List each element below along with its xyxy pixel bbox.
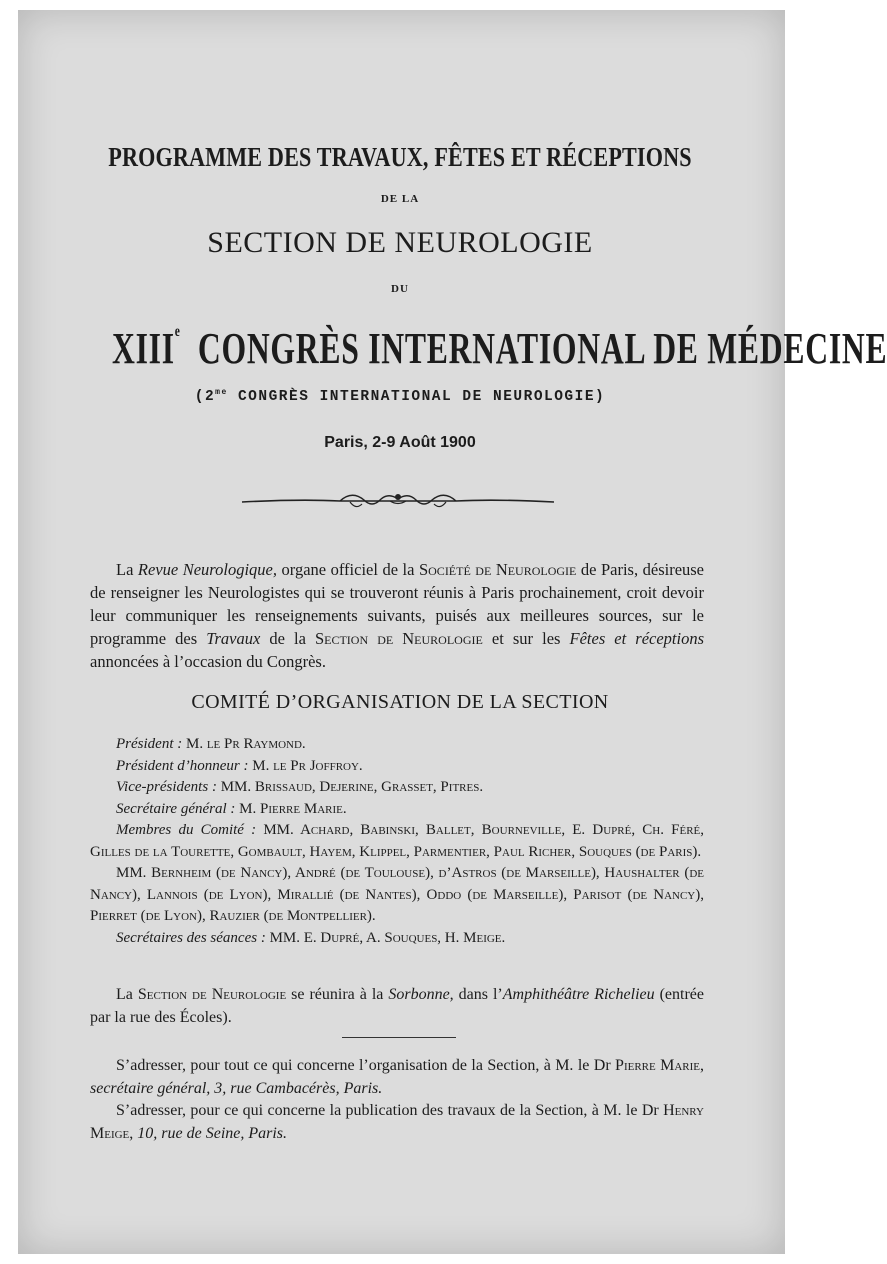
- de-la-label: DE LA: [380, 193, 420, 205]
- subtitle-rest: CONGRÈS INTERNATIONAL DE NEUROLOGIE): [227, 388, 606, 405]
- committee-province-members: MM. Bernheim (de Nancy), André (de Toulouse), d’Astros (de Marseille), Haushalter (de Nancy), Lannois (de Lyon), Mirallié (de Nantes), Oddo (de Marseille), Parisot (de Nancy), Pierret (de Lyon), Rauzier (de Montpellier).: [90, 865, 704, 924]
- committee-secretary: Secrétaire général : M. Pierre Marie.: [116, 800, 347, 817]
- place-date: Paris, 2-9 Août 1900: [324, 434, 476, 451]
- subtitle-sup: me: [215, 388, 228, 397]
- intro-paragraph: La Revue Neurologique, organe officiel de la Société de Neurologie de Paris, désireuse de renseigner les Neurologistes qui se trouveront réunis à Paris prochainement, croit devoir leur communiquer les renseignements suivants, puisés aux meilleures sources, sur le programme des Travaux de la Section de Neurologie et sur les Fêtes et réceptions annoncées à l’occasion du Congrès.: [90, 560, 705, 671]
- contact-block: [90, 1055, 704, 1145]
- contact-organisation: S’adresser, pour tout ce qui concerne l’organisation de la Section, à M. le Dr Pierre Marie, secrétaire général, 3, rue Cambacérès, Paris.: [90, 1057, 705, 1097]
- ornament-divider: [240, 488, 556, 514]
- committee-honorary-president: Président d’honneur : M. le Pr Joffroy.: [116, 757, 363, 774]
- congress-number: XIII: [112, 324, 175, 373]
- congress-name: CONGRÈS INTERNATIONAL DE MÉDECINE: [197, 324, 887, 373]
- section-title: SECTION DE NEUROLOGIE: [207, 226, 593, 259]
- committee-title: COMITÉ D’ORGANISATION DE LA SECTION: [191, 691, 609, 713]
- committee-president: Président : M. le Pr Raymond.: [116, 736, 306, 752]
- main-title: PROGRAMME DES TRAVAUX, FÊTES ET RÉCEPTIONS: [108, 142, 692, 172]
- du-label: DU: [391, 283, 409, 295]
- congress-subtitle: [0, 388, 800, 405]
- venue-paragraph: La Section de Neurologie se réunira à la Sorbonne, dans l’Amphithéâtre Richelieu (entrée par la rue des Écoles).: [90, 986, 705, 1026]
- congress-title: [112, 323, 887, 374]
- committee-session-secretaries: Secrétaires des séances : MM. E. Dupré, A. Souques, H. Meige.: [116, 929, 506, 946]
- committee-vice-presidents: Vice-présidents : MM. Brissaud, Dejerine, Grasset, Pitres.: [116, 779, 484, 795]
- subtitle-open: (2: [194, 388, 216, 405]
- short-divider: [342, 1037, 456, 1038]
- committee-list: [90, 734, 704, 949]
- contact-publication: S’adresser, pour ce qui concerne la publication des travaux de la Section, à M. le Dr Henry Meige, 10, rue de Seine, Paris.: [90, 1102, 704, 1142]
- congress-number-sup: e: [174, 323, 181, 340]
- committee-members: Membres du Comité : MM. Achard, Babinski, Ballet, Bourneville, E. Dupré, Ch. Féré, Gilles de la Tourette, Gombault, Hayem, Klippel, Parmentier, Paul Richer, Souques (de Paris).: [90, 822, 704, 860]
